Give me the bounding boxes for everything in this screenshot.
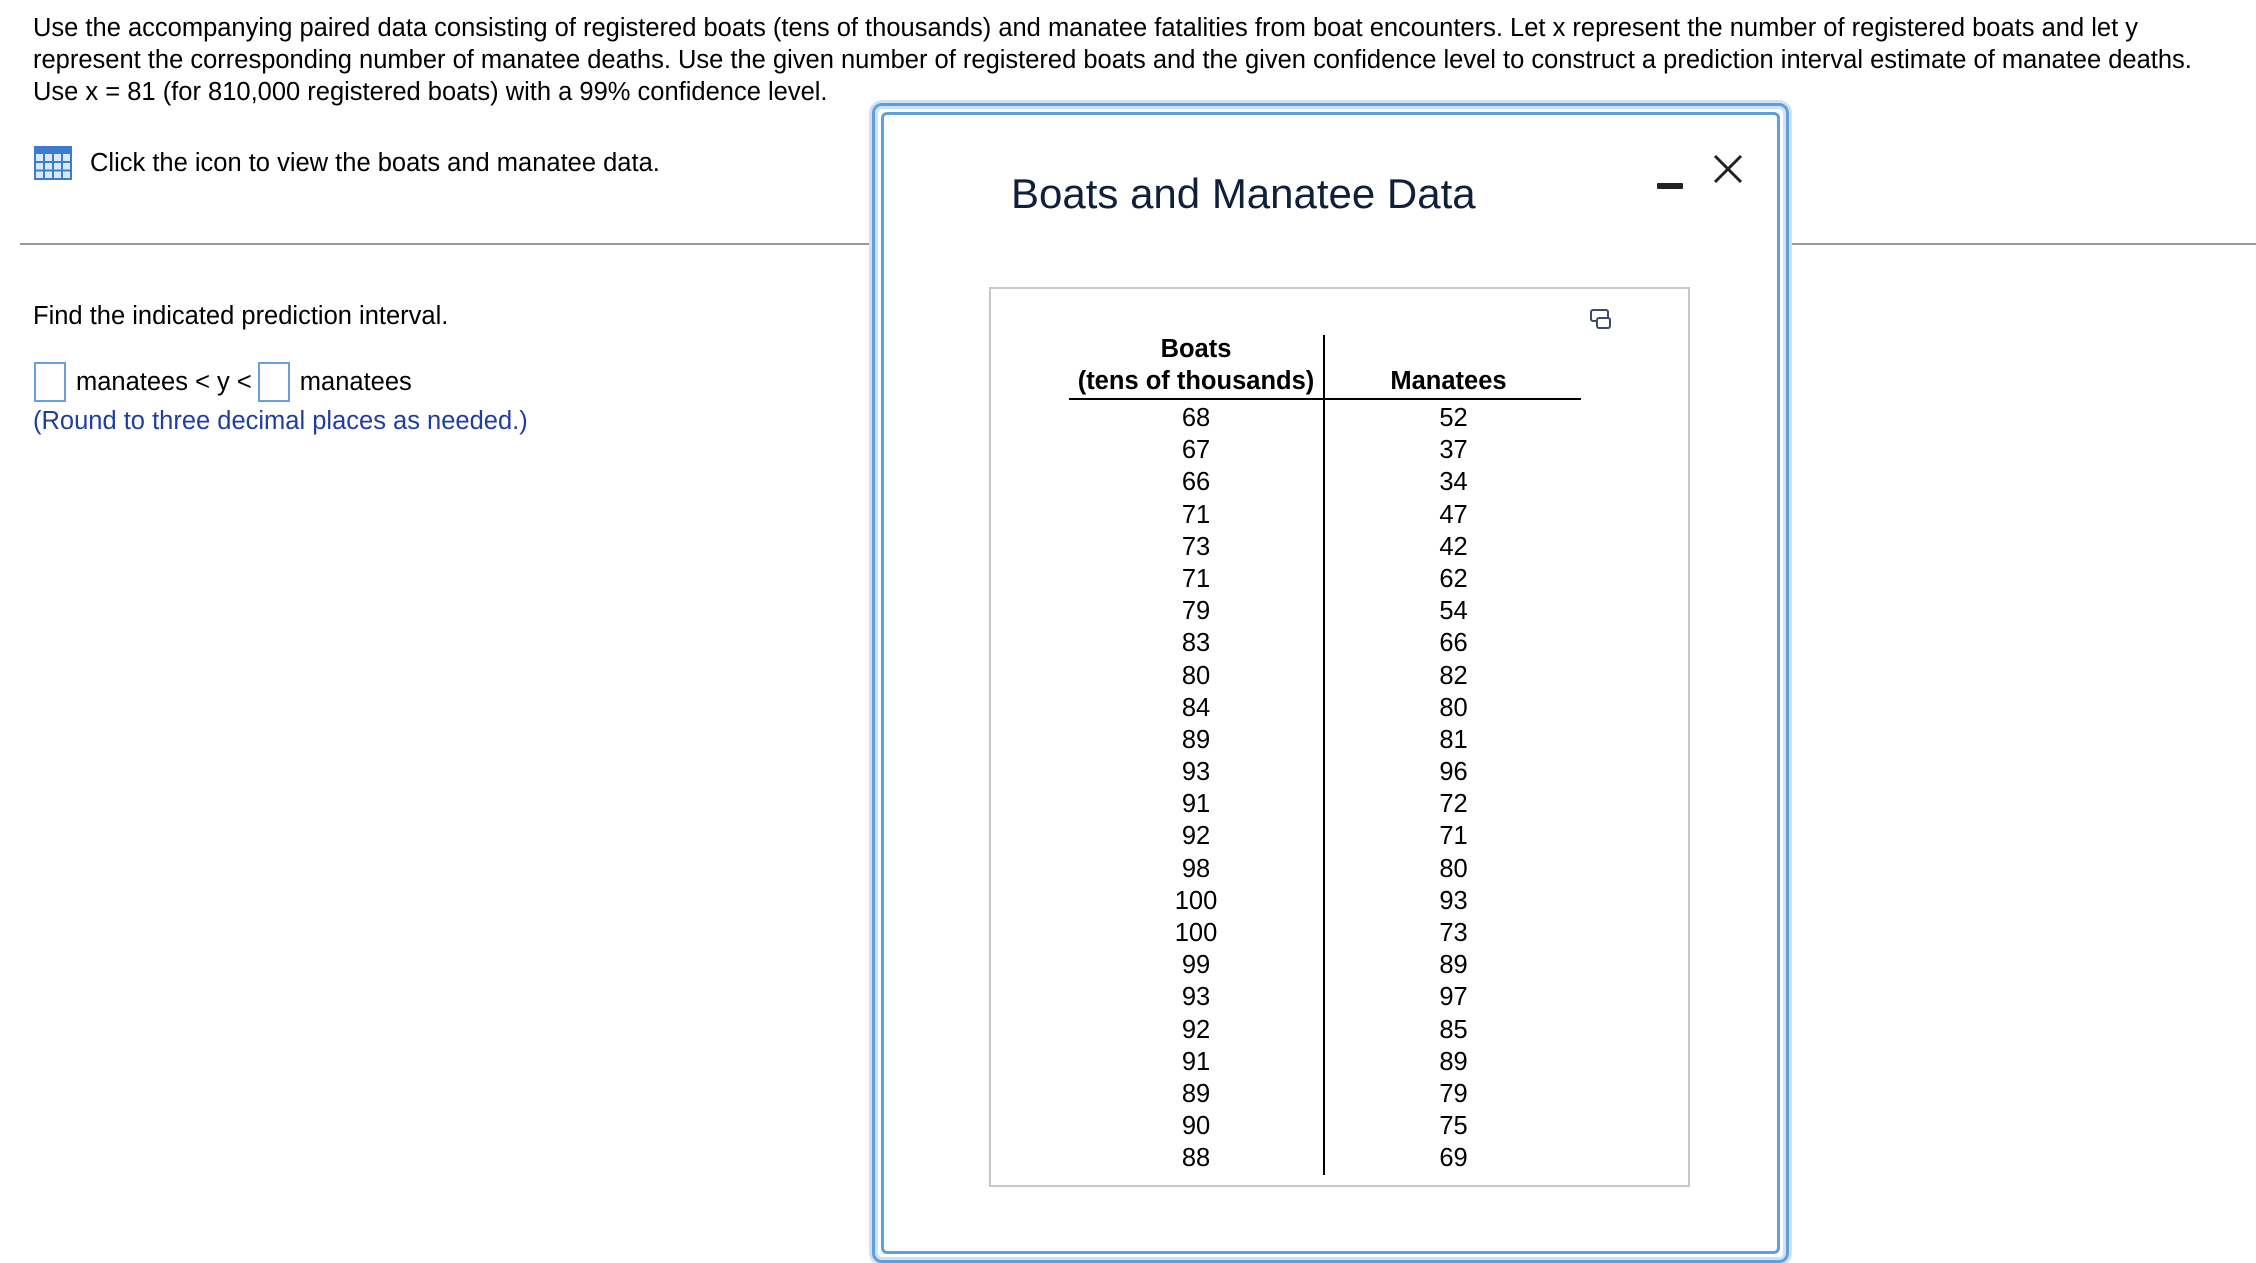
boats-column — [1071, 402, 1321, 1175]
manatees-cell: 73 — [1439, 919, 1468, 947]
data-link-row — [34, 143, 660, 183]
manatees-cell: 93 — [1439, 886, 1468, 915]
boats-cell: 71 — [1181, 500, 1211, 529]
instruction-text: Find the indicated prediction interval. — [33, 302, 449, 330]
data-table-panel — [989, 287, 1690, 1187]
manatees-cell: 34 — [1439, 468, 1468, 497]
minimize-icon[interactable] — [1655, 167, 1685, 195]
answer-text-after: manatees — [299, 367, 412, 396]
header-underline — [1069, 398, 1581, 400]
column-header-boats — [1071, 333, 1321, 397]
boats-cell: 93 — [1181, 758, 1211, 787]
boats-cell: 93 — [1181, 983, 1211, 1012]
question-line-1: Use the accompanying paired data consisting of registered boats (tens of thousands) and manatee fatalities from boat encounters. Let x represent the number of registered boats and let y — [33, 14, 2138, 42]
answer-text-between: manatees < y < — [76, 367, 252, 396]
upper-bound-input[interactable] — [258, 362, 290, 402]
boats-cell: 98 — [1181, 854, 1211, 883]
boats-cell: 99 — [1181, 951, 1211, 980]
manatees-cell: 54 — [1439, 597, 1468, 626]
manatees-cell: 85 — [1439, 1015, 1468, 1044]
manatees-cell: 97 — [1439, 983, 1468, 1012]
manatees-cell: 52 — [1439, 404, 1468, 432]
question-line-3: Use x = 81 (for 810,000 registered boats) with a 99% confidence level. — [33, 78, 828, 106]
column-divider — [1323, 335, 1325, 1175]
boats-cell: 89 — [1181, 725, 1211, 754]
boats-cell: 92 — [1181, 1015, 1211, 1044]
manatees-cell: 89 — [1439, 1047, 1468, 1076]
boats-cell: 84 — [1181, 693, 1211, 722]
boats-cell: 66 — [1181, 468, 1211, 497]
column-header-manatees: Manatees — [1390, 367, 1507, 395]
close-icon[interactable] — [1710, 151, 1746, 187]
data-dialog — [872, 103, 1789, 1263]
column-header-boats-line2: (tens of thousands) — [1077, 367, 1315, 395]
boats-cell: 88 — [1181, 1144, 1211, 1173]
manatees-cell: 62 — [1439, 564, 1468, 593]
question-line-2: represent the corresponding number of manatee deaths. Use the given number of registered boats and the given confidence level to construct a prediction interval estimate of manatee deaths. — [33, 46, 2192, 74]
answer-row — [34, 360, 412, 404]
boats-cell: 68 — [1181, 404, 1211, 432]
manatees-cell: 81 — [1439, 725, 1468, 754]
boats-cell: 89 — [1181, 1079, 1211, 1108]
boats-cell: 92 — [1181, 822, 1211, 851]
manatees-cell: 82 — [1439, 661, 1468, 690]
boats-cell: 79 — [1181, 597, 1211, 626]
lower-bound-input[interactable] — [34, 362, 66, 402]
boats-cell: 71 — [1181, 564, 1211, 593]
question-text — [33, 12, 2233, 108]
manatees-cell: 66 — [1439, 629, 1468, 658]
boats-cell: 90 — [1181, 1112, 1211, 1141]
manatees-cell: 42 — [1439, 532, 1468, 561]
manatees-cell: 47 — [1439, 500, 1468, 529]
manatees-column — [1326, 402, 1581, 1175]
boats-cell: 73 — [1181, 532, 1211, 561]
boats-cell: 91 — [1181, 1047, 1211, 1076]
boats-cell: 100 — [1174, 886, 1218, 915]
manatees-cell: 89 — [1439, 951, 1468, 980]
dialog-body — [881, 112, 1780, 1254]
boats-cell: 80 — [1181, 661, 1211, 690]
manatees-cell: 37 — [1439, 436, 1468, 465]
copy-icon[interactable] — [1588, 306, 1614, 332]
boats-cell: 67 — [1181, 436, 1211, 465]
manatees-cell: 71 — [1439, 822, 1468, 851]
dialog-title: Boats and Manatee Data — [1011, 170, 1476, 217]
column-header-boats-line1: Boats — [1160, 335, 1232, 363]
grid-table-icon[interactable] — [34, 146, 72, 180]
manatees-cell: 80 — [1439, 854, 1468, 883]
manatees-cell: 79 — [1439, 1079, 1468, 1108]
manatees-cell: 75 — [1439, 1112, 1468, 1141]
boats-cell: 91 — [1181, 790, 1211, 819]
rounding-hint: (Round to three decimal places as needed.) — [33, 407, 528, 435]
data-link-label: Click the icon to view the boats and manatee data. — [90, 148, 660, 177]
manatees-cell: 72 — [1439, 790, 1468, 819]
boats-cell: 100 — [1174, 919, 1218, 947]
manatees-cell: 69 — [1439, 1144, 1468, 1173]
manatees-cell: 80 — [1439, 693, 1468, 722]
manatees-cell: 96 — [1439, 758, 1468, 787]
boats-cell: 83 — [1181, 629, 1211, 658]
